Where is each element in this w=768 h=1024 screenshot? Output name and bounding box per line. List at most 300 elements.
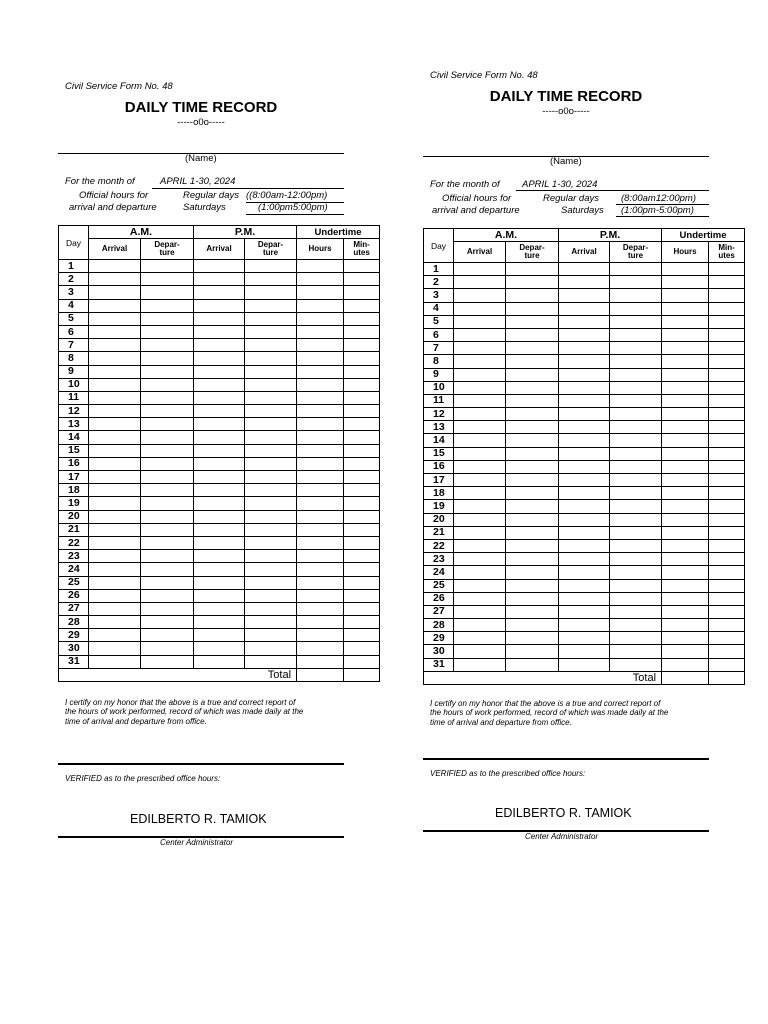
undertime-hours-cell[interactable] [662, 421, 709, 434]
am-arrival-cell[interactable] [454, 381, 506, 394]
am-arrival-cell[interactable] [454, 342, 506, 355]
am-departure-cell[interactable] [141, 378, 194, 391]
undertime-hours-cell[interactable] [662, 381, 709, 394]
undertime-minutes-cell[interactable] [709, 619, 745, 632]
am-arrival-cell[interactable] [454, 526, 506, 539]
pm-departure-cell[interactable] [610, 632, 662, 645]
am-departure-cell[interactable] [506, 513, 559, 526]
total-minutes-cell[interactable] [344, 668, 380, 681]
pm-arrival-cell[interactable] [194, 418, 245, 431]
pm-departure-cell[interactable] [610, 421, 662, 434]
pm-departure-cell[interactable] [610, 263, 662, 276]
undertime-hours-cell[interactable] [297, 550, 344, 563]
undertime-minutes-cell[interactable] [709, 421, 745, 434]
am-departure-cell[interactable] [141, 260, 194, 273]
am-departure-cell[interactable] [506, 302, 559, 315]
pm-departure-cell[interactable] [245, 312, 297, 325]
am-arrival-cell[interactable] [454, 421, 506, 434]
am-departure-cell[interactable] [506, 276, 559, 289]
pm-departure-cell[interactable] [245, 325, 297, 338]
pm-arrival-cell[interactable] [194, 642, 245, 655]
am-arrival-cell[interactable] [454, 355, 506, 368]
undertime-hours-cell[interactable] [297, 655, 344, 668]
am-arrival-cell[interactable] [454, 632, 506, 645]
am-arrival-cell[interactable] [89, 563, 141, 576]
am-arrival-cell[interactable] [89, 286, 141, 299]
undertime-hours-cell[interactable] [297, 405, 344, 418]
am-departure-cell[interactable] [506, 487, 559, 500]
am-arrival-cell[interactable] [89, 576, 141, 589]
pm-arrival-cell[interactable] [559, 315, 610, 328]
undertime-minutes-cell[interactable] [344, 471, 380, 484]
am-arrival-cell[interactable] [454, 263, 506, 276]
am-arrival-cell[interactable] [89, 260, 141, 273]
undertime-hours-cell[interactable] [662, 302, 709, 315]
am-arrival-cell[interactable] [89, 536, 141, 549]
undertime-minutes-cell[interactable] [344, 431, 380, 444]
total-minutes-cell[interactable] [709, 671, 745, 684]
am-arrival-cell[interactable] [89, 312, 141, 325]
undertime-hours-cell[interactable] [297, 616, 344, 629]
am-departure-cell[interactable] [506, 619, 559, 632]
undertime-hours-cell[interactable] [662, 487, 709, 500]
undertime-minutes-cell[interactable] [344, 352, 380, 365]
undertime-minutes-cell[interactable] [709, 592, 745, 605]
pm-arrival-cell[interactable] [194, 589, 245, 602]
undertime-minutes-cell[interactable] [344, 576, 380, 589]
undertime-hours-cell[interactable] [297, 563, 344, 576]
undertime-minutes-cell[interactable] [709, 566, 745, 579]
undertime-hours-cell[interactable] [297, 602, 344, 615]
am-arrival-cell[interactable] [89, 444, 141, 457]
undertime-minutes-cell[interactable] [709, 632, 745, 645]
undertime-minutes-cell[interactable] [709, 474, 745, 487]
undertime-minutes-cell[interactable] [709, 263, 745, 276]
undertime-hours-cell[interactable] [662, 408, 709, 421]
undertime-hours-cell[interactable] [297, 339, 344, 352]
am-departure-cell[interactable] [141, 602, 194, 615]
pm-departure-cell[interactable] [610, 500, 662, 513]
am-arrival-cell[interactable] [89, 523, 141, 536]
undertime-minutes-cell[interactable] [709, 302, 745, 315]
am-arrival-cell[interactable] [454, 368, 506, 381]
am-arrival-cell[interactable] [89, 391, 141, 404]
pm-arrival-cell[interactable] [194, 510, 245, 523]
am-arrival-cell[interactable] [89, 418, 141, 431]
pm-departure-cell[interactable] [245, 629, 297, 642]
pm-arrival-cell[interactable] [194, 563, 245, 576]
pm-arrival-cell[interactable] [559, 368, 610, 381]
pm-arrival-cell[interactable] [559, 539, 610, 552]
pm-departure-cell[interactable] [245, 484, 297, 497]
undertime-minutes-cell[interactable] [344, 325, 380, 338]
am-departure-cell[interactable] [506, 394, 559, 407]
undertime-hours-cell[interactable] [662, 645, 709, 658]
pm-departure-cell[interactable] [610, 592, 662, 605]
am-arrival-cell[interactable] [89, 602, 141, 615]
pm-arrival-cell[interactable] [194, 457, 245, 470]
pm-arrival-cell[interactable] [194, 286, 245, 299]
am-departure-cell[interactable] [506, 381, 559, 394]
pm-departure-cell[interactable] [610, 619, 662, 632]
am-arrival-cell[interactable] [454, 276, 506, 289]
undertime-hours-cell[interactable] [662, 434, 709, 447]
pm-arrival-cell[interactable] [559, 276, 610, 289]
am-arrival-cell[interactable] [454, 658, 506, 671]
pm-departure-cell[interactable] [245, 457, 297, 470]
undertime-hours-cell[interactable] [297, 299, 344, 312]
undertime-hours-cell[interactable] [297, 431, 344, 444]
am-departure-cell[interactable] [506, 553, 559, 566]
am-arrival-cell[interactable] [454, 605, 506, 618]
am-arrival-cell[interactable] [454, 315, 506, 328]
pm-arrival-cell[interactable] [194, 391, 245, 404]
am-arrival-cell[interactable] [89, 616, 141, 629]
undertime-minutes-cell[interactable] [709, 447, 745, 460]
am-departure-cell[interactable] [141, 655, 194, 668]
pm-departure-cell[interactable] [610, 381, 662, 394]
am-arrival-cell[interactable] [454, 645, 506, 658]
pm-departure-cell[interactable] [245, 497, 297, 510]
am-departure-cell[interactable] [506, 632, 559, 645]
undertime-minutes-cell[interactable] [709, 513, 745, 526]
pm-arrival-cell[interactable] [559, 434, 610, 447]
undertime-hours-cell[interactable] [297, 378, 344, 391]
undertime-minutes-cell[interactable] [709, 328, 745, 341]
pm-departure-cell[interactable] [245, 431, 297, 444]
am-departure-cell[interactable] [141, 325, 194, 338]
undertime-hours-cell[interactable] [297, 352, 344, 365]
undertime-minutes-cell[interactable] [344, 602, 380, 615]
am-arrival-cell[interactable] [89, 629, 141, 642]
undertime-hours-cell[interactable] [662, 315, 709, 328]
am-departure-cell[interactable] [141, 629, 194, 642]
undertime-hours-cell[interactable] [297, 391, 344, 404]
pm-arrival-cell[interactable] [559, 526, 610, 539]
am-departure-cell[interactable] [141, 523, 194, 536]
undertime-minutes-cell[interactable] [709, 342, 745, 355]
undertime-minutes-cell[interactable] [344, 642, 380, 655]
pm-departure-cell[interactable] [610, 566, 662, 579]
am-arrival-cell[interactable] [89, 378, 141, 391]
undertime-hours-cell[interactable] [662, 342, 709, 355]
pm-departure-cell[interactable] [610, 579, 662, 592]
pm-departure-cell[interactable] [610, 460, 662, 473]
undertime-hours-cell[interactable] [662, 328, 709, 341]
pm-arrival-cell[interactable] [559, 500, 610, 513]
am-departure-cell[interactable] [141, 286, 194, 299]
undertime-minutes-cell[interactable] [344, 339, 380, 352]
pm-arrival-cell[interactable] [559, 394, 610, 407]
pm-arrival-cell[interactable] [559, 592, 610, 605]
pm-arrival-cell[interactable] [194, 352, 245, 365]
pm-departure-cell[interactable] [245, 576, 297, 589]
am-arrival-cell[interactable] [89, 339, 141, 352]
undertime-hours-cell[interactable] [297, 418, 344, 431]
pm-departure-cell[interactable] [610, 658, 662, 671]
am-departure-cell[interactable] [506, 645, 559, 658]
undertime-hours-cell[interactable] [662, 592, 709, 605]
pm-departure-cell[interactable] [245, 616, 297, 629]
undertime-hours-cell[interactable] [297, 642, 344, 655]
pm-departure-cell[interactable] [610, 474, 662, 487]
undertime-hours-cell[interactable] [297, 589, 344, 602]
undertime-hours-cell[interactable] [662, 368, 709, 381]
undertime-hours-cell[interactable] [662, 605, 709, 618]
pm-departure-cell[interactable] [610, 328, 662, 341]
undertime-minutes-cell[interactable] [344, 563, 380, 576]
pm-arrival-cell[interactable] [559, 328, 610, 341]
am-arrival-cell[interactable] [454, 487, 506, 500]
undertime-minutes-cell[interactable] [709, 434, 745, 447]
pm-arrival-cell[interactable] [559, 645, 610, 658]
undertime-minutes-cell[interactable] [709, 500, 745, 513]
am-arrival-cell[interactable] [89, 589, 141, 602]
am-departure-cell[interactable] [141, 339, 194, 352]
am-departure-cell[interactable] [506, 368, 559, 381]
am-departure-cell[interactable] [141, 352, 194, 365]
undertime-hours-cell[interactable] [297, 629, 344, 642]
pm-arrival-cell[interactable] [194, 497, 245, 510]
pm-departure-cell[interactable] [610, 394, 662, 407]
pm-arrival-cell[interactable] [559, 421, 610, 434]
am-departure-cell[interactable] [141, 365, 194, 378]
pm-arrival-cell[interactable] [559, 619, 610, 632]
am-departure-cell[interactable] [141, 431, 194, 444]
am-arrival-cell[interactable] [454, 408, 506, 421]
pm-arrival-cell[interactable] [194, 339, 245, 352]
am-arrival-cell[interactable] [89, 365, 141, 378]
am-departure-cell[interactable] [141, 497, 194, 510]
pm-departure-cell[interactable] [610, 355, 662, 368]
undertime-hours-cell[interactable] [662, 263, 709, 276]
am-departure-cell[interactable] [141, 405, 194, 418]
undertime-hours-cell[interactable] [297, 471, 344, 484]
pm-arrival-cell[interactable] [559, 447, 610, 460]
am-arrival-cell[interactable] [454, 289, 506, 302]
pm-departure-cell[interactable] [610, 315, 662, 328]
pm-departure-cell[interactable] [245, 523, 297, 536]
pm-departure-cell[interactable] [245, 510, 297, 523]
pm-arrival-cell[interactable] [559, 632, 610, 645]
pm-arrival-cell[interactable] [194, 431, 245, 444]
undertime-minutes-cell[interactable] [709, 605, 745, 618]
am-arrival-cell[interactable] [454, 447, 506, 460]
pm-departure-cell[interactable] [245, 339, 297, 352]
pm-arrival-cell[interactable] [559, 302, 610, 315]
am-departure-cell[interactable] [506, 342, 559, 355]
pm-arrival-cell[interactable] [194, 602, 245, 615]
undertime-minutes-cell[interactable] [344, 616, 380, 629]
am-departure-cell[interactable] [141, 576, 194, 589]
pm-departure-cell[interactable] [245, 299, 297, 312]
undertime-minutes-cell[interactable] [344, 457, 380, 470]
pm-departure-cell[interactable] [610, 276, 662, 289]
pm-departure-cell[interactable] [610, 539, 662, 552]
undertime-hours-cell[interactable] [297, 444, 344, 457]
pm-departure-cell[interactable] [245, 536, 297, 549]
undertime-hours-cell[interactable] [662, 394, 709, 407]
pm-departure-cell[interactable] [245, 550, 297, 563]
am-arrival-cell[interactable] [89, 471, 141, 484]
am-departure-cell[interactable] [506, 605, 559, 618]
undertime-hours-cell[interactable] [297, 523, 344, 536]
am-arrival-cell[interactable] [89, 273, 141, 286]
undertime-hours-cell[interactable] [662, 539, 709, 552]
pm-arrival-cell[interactable] [559, 408, 610, 421]
am-departure-cell[interactable] [506, 460, 559, 473]
undertime-minutes-cell[interactable] [344, 589, 380, 602]
total-hours-cell[interactable] [297, 668, 344, 681]
pm-arrival-cell[interactable] [559, 342, 610, 355]
pm-departure-cell[interactable] [610, 513, 662, 526]
pm-arrival-cell[interactable] [559, 553, 610, 566]
am-arrival-cell[interactable] [454, 619, 506, 632]
pm-departure-cell[interactable] [245, 602, 297, 615]
undertime-hours-cell[interactable] [662, 632, 709, 645]
pm-departure-cell[interactable] [245, 642, 297, 655]
am-departure-cell[interactable] [141, 444, 194, 457]
undertime-minutes-cell[interactable] [344, 391, 380, 404]
pm-arrival-cell[interactable] [559, 605, 610, 618]
pm-arrival-cell[interactable] [194, 405, 245, 418]
undertime-minutes-cell[interactable] [344, 418, 380, 431]
am-departure-cell[interactable] [141, 312, 194, 325]
am-arrival-cell[interactable] [89, 497, 141, 510]
undertime-minutes-cell[interactable] [344, 510, 380, 523]
am-departure-cell[interactable] [141, 536, 194, 549]
am-arrival-cell[interactable] [89, 484, 141, 497]
pm-arrival-cell[interactable] [194, 365, 245, 378]
undertime-hours-cell[interactable] [662, 474, 709, 487]
undertime-hours-cell[interactable] [662, 355, 709, 368]
am-departure-cell[interactable] [506, 447, 559, 460]
am-departure-cell[interactable] [141, 510, 194, 523]
pm-arrival-cell[interactable] [194, 523, 245, 536]
undertime-minutes-cell[interactable] [344, 550, 380, 563]
undertime-minutes-cell[interactable] [709, 553, 745, 566]
pm-departure-cell[interactable] [610, 526, 662, 539]
pm-arrival-cell[interactable] [194, 444, 245, 457]
pm-arrival-cell[interactable] [194, 260, 245, 273]
am-departure-cell[interactable] [506, 566, 559, 579]
pm-departure-cell[interactable] [245, 589, 297, 602]
pm-arrival-cell[interactable] [194, 576, 245, 589]
am-arrival-cell[interactable] [454, 579, 506, 592]
undertime-hours-cell[interactable] [662, 658, 709, 671]
am-departure-cell[interactable] [506, 355, 559, 368]
undertime-hours-cell[interactable] [297, 325, 344, 338]
undertime-minutes-cell[interactable] [709, 658, 745, 671]
am-departure-cell[interactable] [506, 315, 559, 328]
undertime-minutes-cell[interactable] [709, 355, 745, 368]
undertime-minutes-cell[interactable] [709, 526, 745, 539]
undertime-hours-cell[interactable] [662, 513, 709, 526]
am-departure-cell[interactable] [506, 539, 559, 552]
undertime-hours-cell[interactable] [297, 457, 344, 470]
am-departure-cell[interactable] [506, 592, 559, 605]
pm-departure-cell[interactable] [245, 286, 297, 299]
undertime-minutes-cell[interactable] [344, 405, 380, 418]
am-arrival-cell[interactable] [89, 405, 141, 418]
am-departure-cell[interactable] [141, 299, 194, 312]
undertime-hours-cell[interactable] [297, 260, 344, 273]
pm-departure-cell[interactable] [245, 471, 297, 484]
pm-arrival-cell[interactable] [194, 536, 245, 549]
am-departure-cell[interactable] [506, 526, 559, 539]
pm-arrival-cell[interactable] [559, 579, 610, 592]
undertime-hours-cell[interactable] [662, 289, 709, 302]
am-arrival-cell[interactable] [454, 474, 506, 487]
pm-departure-cell[interactable] [610, 302, 662, 315]
am-arrival-cell[interactable] [454, 553, 506, 566]
undertime-hours-cell[interactable] [662, 447, 709, 460]
total-hours-cell[interactable] [662, 671, 709, 684]
pm-arrival-cell[interactable] [194, 471, 245, 484]
undertime-minutes-cell[interactable] [709, 368, 745, 381]
undertime-minutes-cell[interactable] [344, 312, 380, 325]
undertime-minutes-cell[interactable] [709, 645, 745, 658]
pm-departure-cell[interactable] [245, 655, 297, 668]
am-departure-cell[interactable] [141, 484, 194, 497]
pm-arrival-cell[interactable] [559, 474, 610, 487]
am-arrival-cell[interactable] [454, 513, 506, 526]
pm-arrival-cell[interactable] [194, 655, 245, 668]
am-departure-cell[interactable] [141, 550, 194, 563]
undertime-hours-cell[interactable] [297, 536, 344, 549]
am-arrival-cell[interactable] [454, 394, 506, 407]
undertime-minutes-cell[interactable] [344, 365, 380, 378]
pm-arrival-cell[interactable] [194, 550, 245, 563]
pm-arrival-cell[interactable] [559, 381, 610, 394]
pm-departure-cell[interactable] [610, 434, 662, 447]
pm-arrival-cell[interactable] [194, 325, 245, 338]
undertime-minutes-cell[interactable] [709, 579, 745, 592]
am-departure-cell[interactable] [141, 418, 194, 431]
pm-departure-cell[interactable] [245, 378, 297, 391]
pm-arrival-cell[interactable] [559, 658, 610, 671]
undertime-hours-cell[interactable] [662, 566, 709, 579]
undertime-minutes-cell[interactable] [344, 629, 380, 642]
am-departure-cell[interactable] [506, 579, 559, 592]
undertime-minutes-cell[interactable] [709, 394, 745, 407]
undertime-hours-cell[interactable] [662, 553, 709, 566]
am-arrival-cell[interactable] [89, 325, 141, 338]
am-departure-cell[interactable] [141, 457, 194, 470]
undertime-minutes-cell[interactable] [709, 381, 745, 394]
undertime-hours-cell[interactable] [662, 526, 709, 539]
pm-arrival-cell[interactable] [559, 263, 610, 276]
pm-departure-cell[interactable] [245, 352, 297, 365]
am-departure-cell[interactable] [506, 328, 559, 341]
undertime-hours-cell[interactable] [662, 500, 709, 513]
pm-arrival-cell[interactable] [194, 273, 245, 286]
pm-departure-cell[interactable] [245, 273, 297, 286]
pm-arrival-cell[interactable] [194, 484, 245, 497]
undertime-minutes-cell[interactable] [709, 408, 745, 421]
undertime-hours-cell[interactable] [297, 576, 344, 589]
undertime-minutes-cell[interactable] [344, 260, 380, 273]
undertime-hours-cell[interactable] [297, 365, 344, 378]
am-arrival-cell[interactable] [89, 642, 141, 655]
undertime-hours-cell[interactable] [662, 276, 709, 289]
am-departure-cell[interactable] [506, 289, 559, 302]
pm-arrival-cell[interactable] [559, 566, 610, 579]
pm-departure-cell[interactable] [610, 289, 662, 302]
am-departure-cell[interactable] [506, 658, 559, 671]
am-arrival-cell[interactable] [454, 434, 506, 447]
undertime-minutes-cell[interactable] [344, 378, 380, 391]
